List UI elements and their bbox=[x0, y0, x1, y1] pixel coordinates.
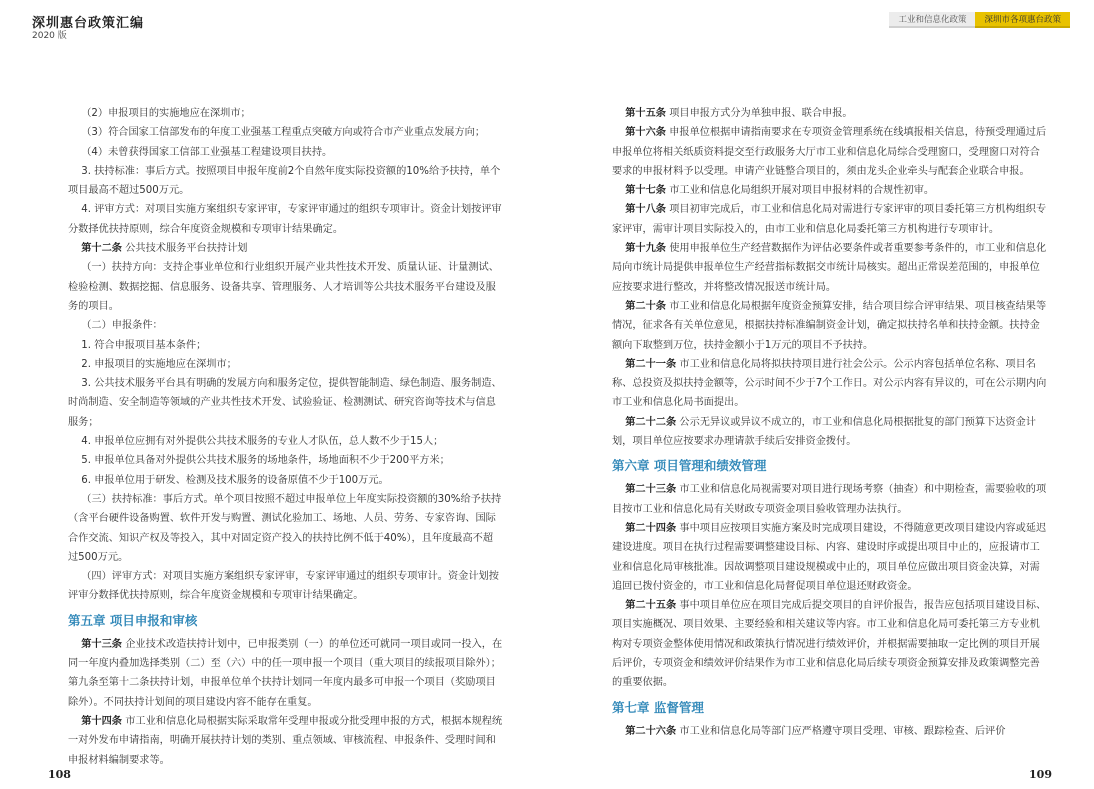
paragraph bbox=[68, 258, 503, 316]
paragraph bbox=[68, 143, 503, 162]
paragraph-text: 事中项目单位应在项目完成后提交项目的自评价报告，报告应包括项目建设目标、项目实施概况、项目效果、主要经验和相关建议等内容。市工业和信息化局可委托第三方专业机构对专项资金整体使用情况和政策执行情况进行绩效评价，并根据需要抽取一定比例的项目开展后评价，专项资金和绩效评价结果作为市工业和信息化局后续专项资金预算安排及政策调整完善的重要依据。 bbox=[612, 600, 1047, 689]
article-number: 第二十六条 bbox=[625, 725, 677, 737]
paragraph-text: （二）申报条件： bbox=[81, 320, 163, 332]
article-number: 第二十五条 bbox=[625, 600, 677, 612]
article-number: 第十七条 bbox=[625, 185, 666, 197]
article-number: 第十三条 bbox=[81, 638, 122, 650]
paragraph bbox=[68, 162, 503, 201]
paragraph-text: 公共技术服务平台扶持计划 bbox=[122, 243, 248, 255]
paragraph bbox=[612, 355, 1050, 413]
paragraph bbox=[68, 239, 503, 258]
paragraph bbox=[68, 336, 503, 355]
paragraph bbox=[612, 480, 1050, 519]
paragraph bbox=[612, 104, 1050, 123]
paragraph-text: 市工业和信息化局根据实际采取常年受理申报或分批受理申报的方式，根据本规程统一对外发布申请指南，明确开展扶持计划的类别、重点领域、审核流程、申报条件、受理时间和申报材料编制要求等。 bbox=[68, 715, 503, 766]
paragraph bbox=[68, 567, 503, 606]
paragraph-text: 申报单位根据申请指南要求在专项资金管理系统在线填报相关信息，待预受理通过后申报单位将相关纸质资料提交至行政服务大厅市工业和信息化局综合受理窗口，受理窗口对符合要求的申报材料予以受理。申请产业链整合项目的，须由龙头企业牵头与配套企业联合申报。 bbox=[612, 127, 1047, 177]
paragraph-text: （4）未曾获得国家工信部工业强基工程建设项目扶持。 bbox=[81, 146, 333, 158]
article-number: 第十四条 bbox=[81, 715, 122, 727]
paragraph-text: 市工业和信息化局组织开展对项目申报材料的合规性初审。 bbox=[666, 185, 935, 197]
paragraph bbox=[68, 374, 503, 432]
chapter-heading: 第七章 监督管理 bbox=[612, 699, 704, 715]
paragraph bbox=[612, 239, 1050, 297]
paragraph bbox=[612, 297, 1050, 355]
paragraph-text: 2. 申报项目的实施地应在深圳市； bbox=[81, 358, 237, 370]
article-number: 第二十二条 bbox=[625, 416, 677, 428]
paragraph bbox=[612, 519, 1050, 596]
paragraph bbox=[612, 596, 1050, 692]
paragraph-text: 市工业和信息化局将拟扶持项目进行社会公示。公示内容包括单位名称、项目名称、总投资及拟扶持金额等，公示时间不少于7个工作日。对公示内容有异议的，可在公示期内向市工业和信息化局书面提出。 bbox=[612, 358, 1047, 409]
paragraph bbox=[68, 104, 503, 123]
article-number: 第二十条 bbox=[625, 300, 666, 312]
page-number-right: 109 bbox=[1029, 768, 1052, 781]
paragraph bbox=[612, 181, 1050, 200]
paragraph bbox=[68, 635, 503, 712]
paragraph-text: 4. 评审方式：对项目实施方案组织专家评审，专家评审通过的组织专项审计。资金计划按评审分数择优扶持原则，综合年度资金规模和专项审计结果确定。 bbox=[68, 204, 502, 235]
paragraph bbox=[68, 200, 503, 239]
paragraph-text: （2）申报项目的实施地应在深圳市； bbox=[81, 108, 251, 119]
article-number: 第十八条 bbox=[625, 204, 666, 216]
paragraph bbox=[612, 200, 1050, 239]
paragraph-text: 市工业和信息化局根据年度资金预算安排，结合项目综合评审结果、项目核查结果等情况，征求各有关单位意见，根据扶持标准编制资金计划，确定拟扶持名单和扶持金额。扶持金额向下取整到万位，扶持金额小于1万元的项目不予扶持。 bbox=[612, 300, 1047, 351]
left-column bbox=[68, 104, 503, 770]
header-title: 深圳惠台政策汇编 bbox=[32, 16, 145, 31]
paragraph-text: （四）评审方式：对项目实施方案组织专家评审，专家评审通过的组织专项审计。资金计划按评审分数择优扶持原则，综合年度资金规模和专项审计结果确定。 bbox=[68, 571, 499, 602]
paragraph bbox=[612, 123, 1050, 181]
header-tabs bbox=[889, 12, 1070, 28]
paragraph bbox=[68, 490, 503, 567]
paragraph-text: 1. 符合申报项目基本条件； bbox=[81, 339, 207, 351]
article-number: 第十六条 bbox=[625, 127, 666, 139]
tab-shenzhen-policy: 深圳市各项惠台政策 bbox=[975, 12, 1070, 28]
paragraph bbox=[68, 123, 503, 142]
paragraph-text: 3. 公共技术服务平台具有明确的发展方向和服务定位，提供智能制造、绿色制造、服务制造、时尚制造、安全制造等领域的产业共性技术开发、试验验证、检测测试、研究咨询等技术与信息服务； bbox=[68, 378, 502, 428]
right-column bbox=[612, 104, 1050, 741]
article-number: 第十五条 bbox=[625, 108, 666, 119]
paragraph-text: 市工业和信息化局等部门应严格遵守项目受理、审核、跟踪检查、后评价 bbox=[676, 725, 1006, 737]
paragraph-text: 项目初审完成后，市工业和信息化局对需进行专家评审的项目委托第三方机构组织专家评审，需审计项目实际投入的，由市工业和信息化局委托第三方机构进行专项审计。 bbox=[612, 204, 1047, 235]
paragraph bbox=[68, 471, 503, 490]
paragraph bbox=[68, 355, 503, 374]
paragraph-text: 公示无异议或异议不成立的，市工业和信息化局根据批复的部门预算下达资金计划，项目单位应按要求办理请款手续后安排资金拨付。 bbox=[612, 416, 1036, 448]
paragraph-text: 3. 扶持标准：事后方式。按照项目申报年度前2个自然年度实际投资额的10%给予扶持，单个项目最高不超过500万元。 bbox=[68, 165, 501, 197]
paragraph-text: 5. 申报单位具备对外提供公共技术服务的场地条件，场地面积不少于200平方米； bbox=[81, 455, 450, 467]
chapter-heading: 第六章 项目管理和绩效管理 bbox=[612, 458, 767, 474]
paragraph-text: 4. 申报单位应拥有对外提供公共技术服务的专业人才队伍，总人数不少于15人； bbox=[81, 436, 444, 448]
article-number: 第二十一条 bbox=[625, 358, 677, 370]
article-number: 第十九条 bbox=[625, 243, 666, 255]
paragraph-text: 6. 申报单位用于研发、检测及技术服务的设备原值不少于100万元。 bbox=[81, 474, 389, 486]
paragraph-text: （一）扶持方向：支持企事业单位和行业组织开展产业共性技术开发、质量认证、计量测试、检验检测、数据挖掘、信息服务、设备共享、管理服务、人才培训等公共技术服务平台建设及服务的项目。 bbox=[68, 262, 499, 312]
paragraph-text: 事中项目应按项目实施方案及时完成项目建设，不得随意更改项目建设内容或延迟建设进度。项目在执行过程需要调整建设目标、内容、建设时序或提出项目中止的，应报请市工业和信息化局审核批准。因故调整项目建设规模或中止的，项目单位应做出项目资金决算，对需追回已拨付资金的，市工业和信息化局督促项目单位退还财政资金。 bbox=[612, 522, 1047, 592]
article-number: 第二十四条 bbox=[625, 522, 677, 534]
article-number: 第二十三条 bbox=[625, 484, 677, 496]
tab-industry-policy: 工业和信息化政策 bbox=[889, 12, 975, 28]
paragraph-text: 项目申报方式分为单独申报、联合申报。 bbox=[666, 108, 853, 119]
page-number-left: 108 bbox=[48, 768, 71, 781]
header-year: 2020 版 bbox=[32, 31, 67, 41]
paragraph-text: 企业技术改造扶持计划中，已申报类别（一）的单位还可就同一项目或同一投入，在同一年度内叠加选择类别（二）至（六）中的任一项申报一个项目（重大项目的续报项目除外）；第九条至第十二条扶持计划，申报单位单个扶持计划同一年度内最多可申报一个项目（奖励项目除外）。不同扶持计划间的项目建设内容不能存在重复。 bbox=[68, 638, 503, 708]
article-number: 第十二条 bbox=[81, 243, 122, 255]
paragraph-text: 使用申报单位生产经营数据作为评估必要条件或者重要参考条件的，市工业和信息化局向市统计局提供申报单位生产经营指标数据交市统计局核实。超出正常误差范围的，申报单位应按要求进行整改，并将整改情况报送市统计局。 bbox=[612, 243, 1047, 293]
paragraph bbox=[68, 432, 503, 451]
paragraph-text: 市工业和信息化局视需要对项目进行现场考察（抽查）和中期检查，需要验收的项目按市工业和信息化局有关财政专项资金项目验收管理办法执行。 bbox=[612, 484, 1047, 515]
paragraph bbox=[68, 712, 503, 770]
paragraph bbox=[68, 316, 503, 335]
chapter-heading: 第五章 项目申报和审核 bbox=[68, 612, 198, 628]
paragraph-text: （3）符合国家工信部发布的年度工业强基工程重点突破方向或符合市产业重点发展方向； bbox=[81, 127, 486, 139]
paragraph bbox=[68, 451, 503, 470]
paragraph-text: （三）扶持标准：事后方式。单个项目按照不超过申报单位上年度实际投资额的30%给予扶持（含平台硬件设备购置、软件开发与购置、测试化验加工、场地、人员、劳务、专家咨询、国际合作交流、知识产权及等投入，其中对固定资产投入的扶持比例不低于40%），且年度最高不超过500万元。 bbox=[68, 493, 502, 563]
paragraph bbox=[612, 722, 1050, 741]
paragraph bbox=[612, 413, 1050, 452]
